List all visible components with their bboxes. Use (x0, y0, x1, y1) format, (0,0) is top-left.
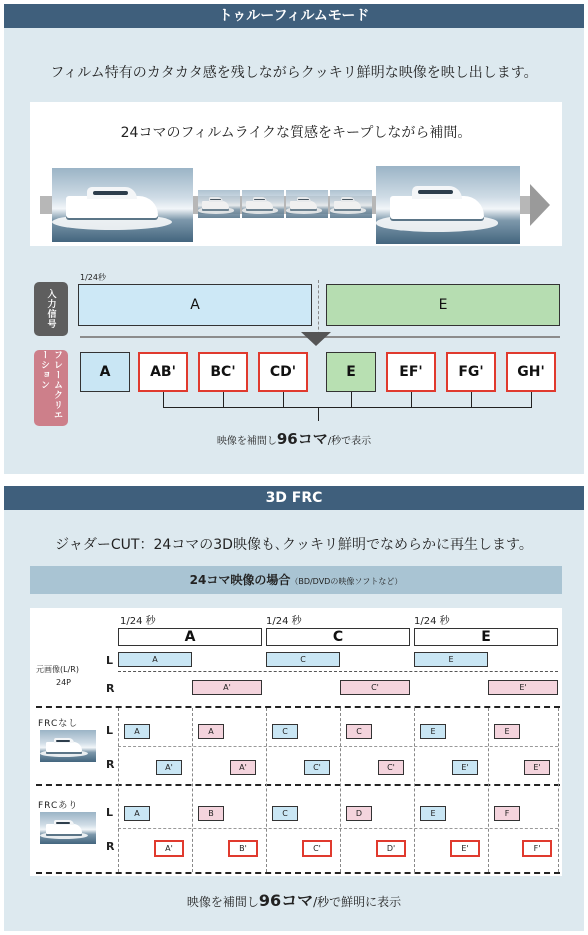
boat-image-small (286, 190, 328, 218)
frc-on-l-cell: C (272, 806, 298, 821)
group-frame: A (118, 628, 262, 646)
output-frame: AB' (138, 352, 188, 392)
frc-off-r-cell: E' (524, 760, 550, 775)
down-triangle-icon (301, 332, 331, 346)
frc-off-l-cell: A (198, 724, 224, 739)
time-label: 1/24 秒 (120, 616, 156, 627)
source-r-cell: C' (340, 680, 410, 695)
section2-lead: ジャダーCUT：24コマの3D映像も､クッキリ鮮明でなめらかに再生します。 (55, 537, 533, 553)
frc-off-l-cell: C (272, 724, 298, 739)
film-panel (30, 102, 562, 246)
frc-off-label: FRCなし (38, 719, 79, 729)
time-label: 1/24秒 (80, 273, 106, 282)
output-frame: FG' (446, 352, 496, 392)
frc-off-r-cell: C' (304, 760, 330, 775)
boat-thumbnail (40, 812, 96, 844)
section2-body (4, 510, 584, 931)
frc-on-l-cell: D (346, 806, 372, 821)
boat-thumbnail (40, 730, 96, 762)
output-frame: CD' (258, 352, 308, 392)
source-l-cell: A (118, 652, 192, 667)
boat-image-large-right (376, 166, 520, 244)
r-label: R (106, 682, 115, 695)
section1-body (4, 28, 584, 474)
subbar: 24コマ映像の場合（BD/DVDの映像ソフトなど） (30, 566, 562, 594)
frc-on-l-cell: F (494, 806, 520, 821)
frc-off-l-cell: A (124, 724, 150, 739)
source-l-cell: C (266, 652, 340, 667)
frc-on-label: FRCあり (38, 801, 79, 811)
frc-on-l-cell: B (198, 806, 224, 821)
frc-off-l-cell: E (420, 724, 446, 739)
frc-on-r-cell: B' (228, 840, 258, 857)
frc-on-r-cell: A' (154, 840, 184, 857)
frc-off-r-cell: A' (230, 760, 256, 775)
section2-title: 3D FRC (4, 486, 584, 510)
frame-creation-tag: フレームクリエーション (34, 350, 68, 426)
frc-on-r-cell: F' (522, 840, 552, 857)
source-label: 元画像(L/R) (36, 665, 79, 674)
source-r-cell: E' (488, 680, 558, 695)
frc-on-r-cell: C' (302, 840, 332, 857)
section2-caption: 映像を補間し96コマ/秒で鮮明に表示 (186, 891, 402, 910)
divider-dashed (318, 280, 319, 340)
timeline-arrow-head (530, 184, 550, 226)
source-l-cell: E (414, 652, 488, 667)
input-frame-a: A (78, 284, 312, 326)
frc-off-r-cell: A' (156, 760, 182, 775)
film-panel-text: 24コマのフィルムライクな質感をキープしながら補間。 (120, 125, 472, 141)
input-signal-tag: 入力信号 (34, 282, 68, 336)
frc-off-r-cell: E' (452, 760, 478, 775)
l-label: L (106, 654, 114, 667)
frc-off-l-cell: E (494, 724, 520, 739)
frc-off-r-cell: C' (378, 760, 404, 775)
output-frame: EF' (386, 352, 436, 392)
boat-image-large-left (52, 168, 193, 242)
output-frame: E (326, 352, 376, 392)
section1-lead: フィルム特有のカタカタ感を残しながらクッキリ鮮明な映像を映し出します。 (50, 65, 538, 81)
section1-caption: 映像を補間し96コマ/秒で表示 (216, 430, 372, 448)
source-sub-label: 24P (56, 678, 72, 687)
frc-on-r-cell: D' (376, 840, 406, 857)
boat-image-small (198, 190, 240, 218)
source-r-cell: A' (192, 680, 262, 695)
group-frame: C (266, 628, 410, 646)
frc-on-r-cell: E' (450, 840, 480, 857)
boat-image-small (242, 190, 284, 218)
bracket-line (163, 407, 532, 408)
time-label: 1/24 秒 (266, 616, 302, 627)
frc-diagram: 1/24 秒 1/24 秒 1/24 秒 A C E 元画像(L/R) 24P L R A C E A' C' E' FRCなし L R A A C C E E A' A' C' C' E' E' FRCあり L R A B C D E F A' B' C' D' E' F' (30, 608, 562, 876)
output-frame: GH' (506, 352, 556, 392)
time-label: 1/24 秒 (414, 616, 450, 627)
group-frame: E (414, 628, 558, 646)
output-frame: A (80, 352, 130, 392)
output-frame: BC' (198, 352, 248, 392)
frc-on-l-cell: E (420, 806, 446, 821)
boat-image-small (330, 190, 372, 218)
section1-title: トゥルーフィルムモード (4, 4, 584, 28)
input-frame-e: E (326, 284, 560, 326)
frc-off-l-cell: C (346, 724, 372, 739)
frc-on-l-cell: A (124, 806, 150, 821)
